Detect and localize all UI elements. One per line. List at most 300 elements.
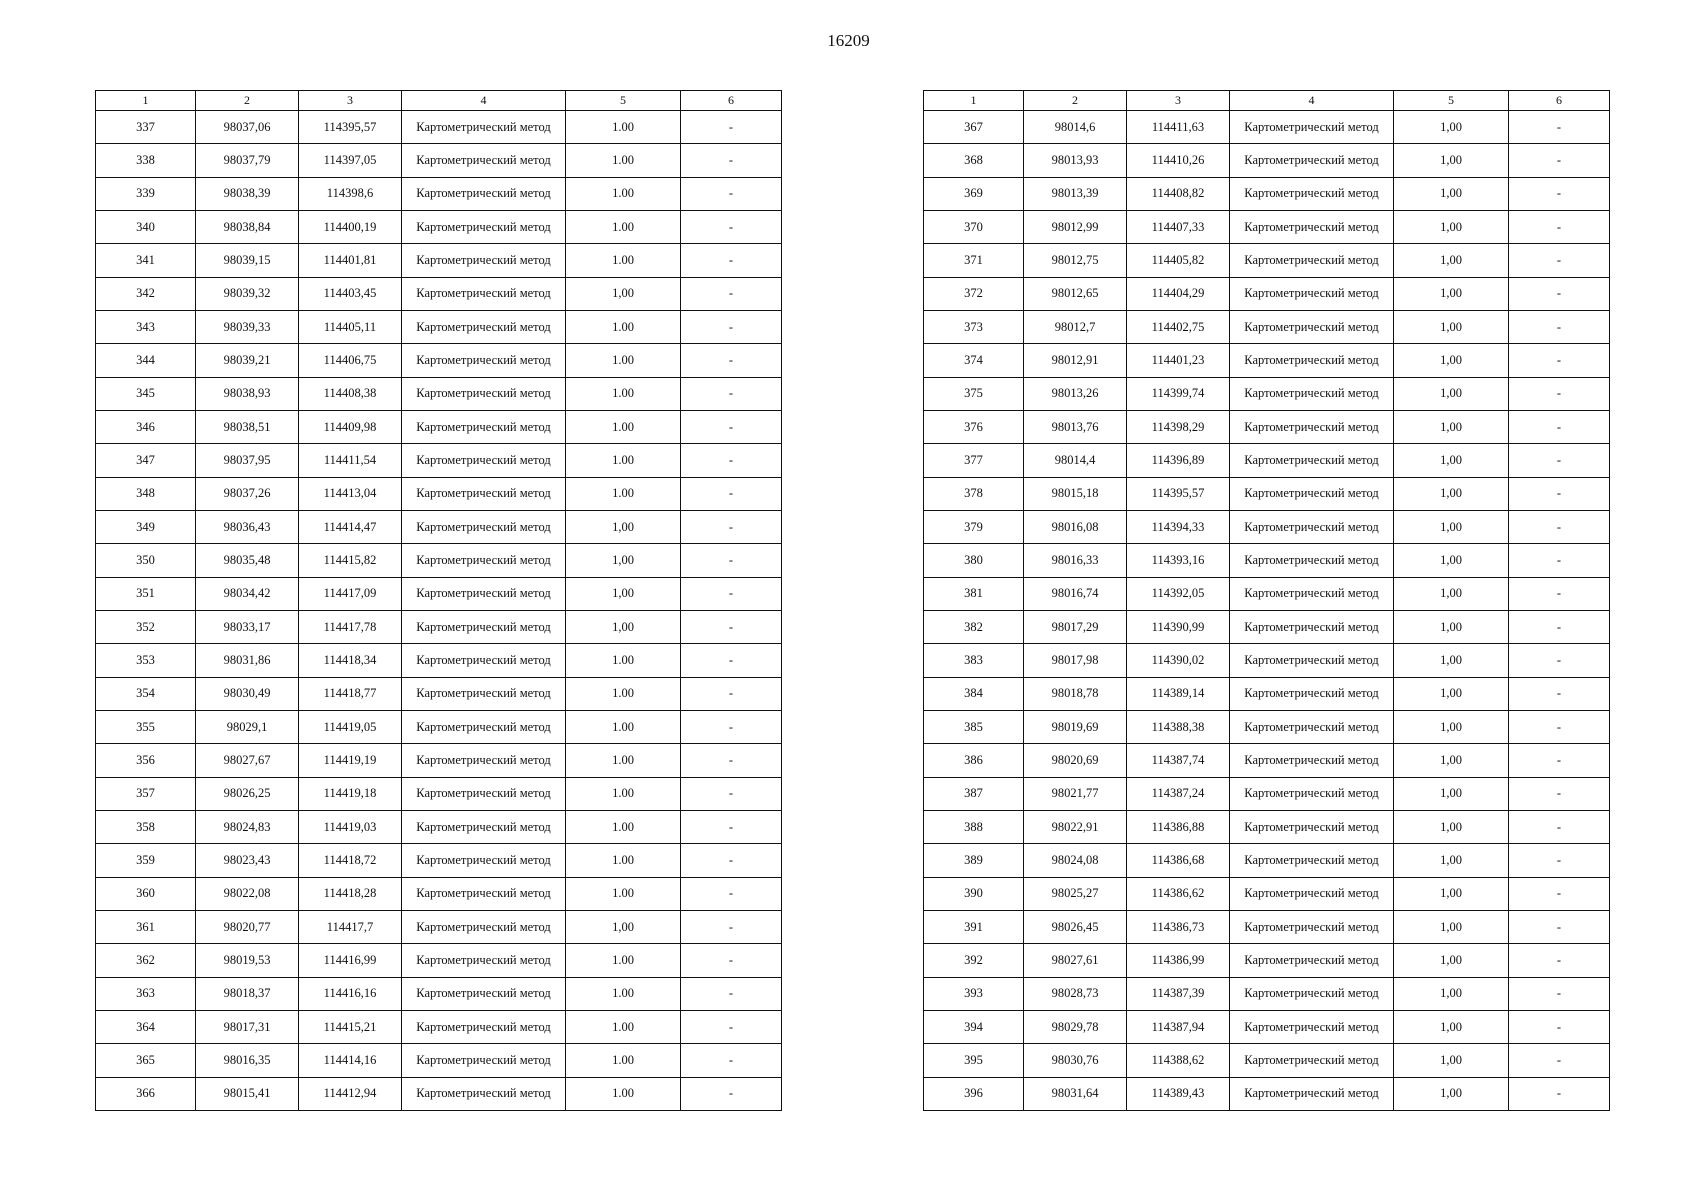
accuracy-cell: 1,00	[1394, 477, 1509, 510]
note-cell: -	[681, 344, 782, 377]
accuracy-cell: 1.00	[566, 144, 681, 177]
accuracy-cell: 1.00	[566, 410, 681, 443]
table-row	[924, 277, 1610, 310]
point-number-cell: 364	[96, 1010, 196, 1043]
note-cell: -	[1509, 1010, 1610, 1043]
column-header: 1	[924, 91, 1024, 111]
column-header: 2	[196, 91, 299, 111]
accuracy-cell: 1,00	[1394, 910, 1509, 943]
accuracy-cell: 1,00	[566, 544, 681, 577]
note-cell: -	[1509, 444, 1610, 477]
y-coordinate-cell: 114397,05	[299, 144, 402, 177]
method-cell: Картометрический метод	[1230, 610, 1394, 643]
point-number-cell: 349	[96, 510, 196, 543]
note-cell: -	[681, 544, 782, 577]
x-coordinate-cell: 98015,41	[196, 1077, 299, 1110]
accuracy-cell: 1.00	[566, 777, 681, 810]
y-coordinate-cell: 114388,38	[1127, 710, 1230, 743]
method-cell: Картометрический метод	[1230, 777, 1394, 810]
x-coordinate-cell: 98027,61	[1024, 944, 1127, 977]
column-header: 1	[96, 91, 196, 111]
method-cell: Картометрический метод	[1230, 677, 1394, 710]
x-coordinate-cell: 98037,79	[196, 144, 299, 177]
point-number-cell: 369	[924, 177, 1024, 210]
point-number-cell: 368	[924, 144, 1024, 177]
x-coordinate-cell: 98014,4	[1024, 444, 1127, 477]
note-cell: -	[681, 111, 782, 144]
accuracy-cell: 1,00	[566, 277, 681, 310]
x-coordinate-cell: 98035,48	[196, 544, 299, 577]
accuracy-cell: 1,00	[1394, 810, 1509, 843]
point-number-cell: 355	[96, 710, 196, 743]
table-row	[96, 277, 782, 310]
table-header-row	[924, 91, 1610, 111]
x-coordinate-cell: 98038,51	[196, 410, 299, 443]
accuracy-cell: 1,00	[1394, 577, 1509, 610]
note-cell: -	[1509, 577, 1610, 610]
table-row	[924, 477, 1610, 510]
note-cell: -	[1509, 244, 1610, 277]
point-number-cell: 389	[924, 844, 1024, 877]
note-cell: -	[1509, 210, 1610, 243]
x-coordinate-cell: 98019,53	[196, 944, 299, 977]
table-row	[96, 177, 782, 210]
y-coordinate-cell: 114414,16	[299, 1044, 402, 1077]
x-coordinate-cell: 98016,74	[1024, 577, 1127, 610]
y-coordinate-cell: 114388,62	[1127, 1044, 1230, 1077]
y-coordinate-cell: 114419,05	[299, 710, 402, 743]
table-header-row	[96, 91, 782, 111]
table-row	[96, 444, 782, 477]
method-cell: Картометрический метод	[402, 144, 566, 177]
accuracy-cell: 1.00	[566, 977, 681, 1010]
note-cell: -	[681, 710, 782, 743]
note-cell: -	[1509, 710, 1610, 743]
method-cell: Картометрический метод	[1230, 844, 1394, 877]
x-coordinate-cell: 98016,35	[196, 1044, 299, 1077]
method-cell: Картометрический метод	[1230, 177, 1394, 210]
point-number-cell: 342	[96, 277, 196, 310]
x-coordinate-cell: 98013,26	[1024, 377, 1127, 410]
point-number-cell: 381	[924, 577, 1024, 610]
column-header: 2	[1024, 91, 1127, 111]
note-cell: -	[1509, 510, 1610, 543]
point-number-cell: 392	[924, 944, 1024, 977]
x-coordinate-cell: 98037,95	[196, 444, 299, 477]
y-coordinate-cell: 114417,78	[299, 610, 402, 643]
accuracy-cell: 1,00	[1394, 510, 1509, 543]
method-cell: Картометрический метод	[402, 277, 566, 310]
x-coordinate-cell: 98026,45	[1024, 910, 1127, 943]
point-number-cell: 396	[924, 1077, 1024, 1110]
table-row	[96, 111, 782, 144]
method-cell: Картометрический метод	[1230, 810, 1394, 843]
x-coordinate-cell: 98022,91	[1024, 810, 1127, 843]
method-cell: Картометрический метод	[402, 644, 566, 677]
method-cell: Картометрический метод	[1230, 510, 1394, 543]
note-cell: -	[1509, 744, 1610, 777]
x-coordinate-cell: 98029,1	[196, 710, 299, 743]
note-cell: -	[681, 677, 782, 710]
note-cell: -	[681, 944, 782, 977]
point-number-cell: 385	[924, 710, 1024, 743]
table-row	[924, 310, 1610, 343]
x-coordinate-cell: 98038,84	[196, 210, 299, 243]
table-row	[924, 244, 1610, 277]
method-cell: Картометрический метод	[402, 1077, 566, 1110]
note-cell: -	[681, 910, 782, 943]
table-row	[96, 577, 782, 610]
table-row	[96, 310, 782, 343]
y-coordinate-cell: 114416,99	[299, 944, 402, 977]
method-cell: Картометрический метод	[402, 410, 566, 443]
accuracy-cell: 1,00	[566, 577, 681, 610]
accuracy-cell: 1.00	[566, 444, 681, 477]
method-cell: Картометрический метод	[1230, 111, 1394, 144]
accuracy-cell: 1.00	[566, 877, 681, 910]
table-row	[924, 410, 1610, 443]
point-number-cell: 387	[924, 777, 1024, 810]
point-number-cell: 352	[96, 610, 196, 643]
method-cell: Картометрический метод	[1230, 577, 1394, 610]
method-cell: Картометрический метод	[402, 910, 566, 943]
method-cell: Картометрический метод	[402, 310, 566, 343]
y-coordinate-cell: 114386,62	[1127, 877, 1230, 910]
x-coordinate-cell: 98038,93	[196, 377, 299, 410]
y-coordinate-cell: 114403,45	[299, 277, 402, 310]
point-number-cell: 383	[924, 644, 1024, 677]
y-coordinate-cell: 114396,89	[1127, 444, 1230, 477]
table-row	[96, 377, 782, 410]
accuracy-cell: 1,00	[1394, 610, 1509, 643]
accuracy-cell: 1,00	[1394, 410, 1509, 443]
y-coordinate-cell: 114393,16	[1127, 544, 1230, 577]
x-coordinate-cell: 98021,77	[1024, 777, 1127, 810]
table-row	[96, 344, 782, 377]
x-coordinate-cell: 98034,42	[196, 577, 299, 610]
note-cell: -	[681, 210, 782, 243]
x-coordinate-cell: 98038,39	[196, 177, 299, 210]
accuracy-cell: 1,00	[1394, 644, 1509, 677]
x-coordinate-cell: 98039,32	[196, 277, 299, 310]
table-row	[924, 1077, 1610, 1110]
table-row	[924, 144, 1610, 177]
note-cell: -	[1509, 111, 1610, 144]
y-coordinate-cell: 114408,82	[1127, 177, 1230, 210]
method-cell: Картометрический метод	[1230, 710, 1394, 743]
column-header: 6	[681, 91, 782, 111]
column-header: 4	[402, 91, 566, 111]
point-number-cell: 373	[924, 310, 1024, 343]
method-cell: Картометрический метод	[402, 1010, 566, 1043]
point-number-cell: 347	[96, 444, 196, 477]
note-cell: -	[681, 877, 782, 910]
x-coordinate-cell: 98022,08	[196, 877, 299, 910]
y-coordinate-cell: 114387,24	[1127, 777, 1230, 810]
note-cell: -	[1509, 977, 1610, 1010]
y-coordinate-cell: 114412,94	[299, 1077, 402, 1110]
point-number-cell: 390	[924, 877, 1024, 910]
coordinates-table-right	[923, 90, 1610, 1111]
accuracy-cell: 1.00	[566, 810, 681, 843]
column-header: 4	[1230, 91, 1394, 111]
y-coordinate-cell: 114387,74	[1127, 744, 1230, 777]
note-cell: -	[681, 144, 782, 177]
accuracy-cell: 1.00	[566, 344, 681, 377]
point-number-cell: 344	[96, 344, 196, 377]
point-number-cell: 337	[96, 111, 196, 144]
table-row	[924, 844, 1610, 877]
y-coordinate-cell: 114398,6	[299, 177, 402, 210]
table-row	[96, 510, 782, 543]
method-cell: Картометрический метод	[402, 810, 566, 843]
method-cell: Картометрический метод	[402, 210, 566, 243]
table-row	[96, 210, 782, 243]
accuracy-cell: 1,00	[566, 510, 681, 543]
method-cell: Картометрический метод	[1230, 244, 1394, 277]
note-cell: -	[681, 844, 782, 877]
note-cell: -	[1509, 644, 1610, 677]
point-number-cell: 391	[924, 910, 1024, 943]
accuracy-cell: 1,00	[1394, 177, 1509, 210]
method-cell: Картометрический метод	[1230, 277, 1394, 310]
x-coordinate-cell: 98036,43	[196, 510, 299, 543]
accuracy-cell: 1.00	[566, 377, 681, 410]
point-number-cell: 379	[924, 510, 1024, 543]
coordinates-table-left	[95, 90, 782, 1111]
accuracy-cell: 1,00	[1394, 1010, 1509, 1043]
accuracy-cell: 1.00	[566, 310, 681, 343]
method-cell: Картометрический метод	[1230, 644, 1394, 677]
method-cell: Картометрический метод	[402, 944, 566, 977]
accuracy-cell: 1,00	[1394, 544, 1509, 577]
accuracy-cell: 1.00	[566, 710, 681, 743]
x-coordinate-cell: 98017,29	[1024, 610, 1127, 643]
y-coordinate-cell: 114386,99	[1127, 944, 1230, 977]
column-header: 3	[1127, 91, 1230, 111]
y-coordinate-cell: 114399,74	[1127, 377, 1230, 410]
table-row	[96, 1077, 782, 1110]
accuracy-cell: 1,00	[1394, 210, 1509, 243]
x-coordinate-cell: 98026,25	[196, 777, 299, 810]
x-coordinate-cell: 98012,7	[1024, 310, 1127, 343]
accuracy-cell: 1,00	[1394, 710, 1509, 743]
accuracy-cell: 1,00	[566, 610, 681, 643]
method-cell: Картометрический метод	[1230, 410, 1394, 443]
point-number-cell: 394	[924, 1010, 1024, 1043]
point-number-cell: 341	[96, 244, 196, 277]
accuracy-cell: 1,00	[1394, 877, 1509, 910]
y-coordinate-cell: 114390,02	[1127, 644, 1230, 677]
accuracy-cell: 1,00	[1394, 244, 1509, 277]
x-coordinate-cell: 98013,76	[1024, 410, 1127, 443]
y-coordinate-cell: 114395,57	[1127, 477, 1230, 510]
y-coordinate-cell: 114410,26	[1127, 144, 1230, 177]
method-cell: Картометрический метод	[1230, 1044, 1394, 1077]
y-coordinate-cell: 114404,29	[1127, 277, 1230, 310]
page-number: 16209	[827, 31, 870, 50]
table-row	[96, 544, 782, 577]
y-coordinate-cell: 114416,16	[299, 977, 402, 1010]
note-cell: -	[1509, 410, 1610, 443]
y-coordinate-cell: 114395,57	[299, 111, 402, 144]
table-row	[924, 377, 1610, 410]
y-coordinate-cell: 114419,03	[299, 810, 402, 843]
method-cell: Картометрический метод	[1230, 444, 1394, 477]
table-row	[96, 810, 782, 843]
note-cell: -	[681, 477, 782, 510]
x-coordinate-cell: 98025,27	[1024, 877, 1127, 910]
accuracy-cell: 1,00	[1394, 677, 1509, 710]
table-row	[924, 944, 1610, 977]
note-cell: -	[1509, 144, 1610, 177]
y-coordinate-cell: 114417,7	[299, 910, 402, 943]
method-cell: Картометрический метод	[402, 610, 566, 643]
method-cell: Картометрический метод	[402, 977, 566, 1010]
point-number-cell: 365	[96, 1044, 196, 1077]
note-cell: -	[1509, 844, 1610, 877]
table-row	[924, 111, 1610, 144]
method-cell: Картометрический метод	[402, 1044, 566, 1077]
x-coordinate-cell: 98039,15	[196, 244, 299, 277]
table-row	[96, 244, 782, 277]
table-row	[924, 1010, 1610, 1043]
note-cell: -	[681, 444, 782, 477]
table-row	[924, 810, 1610, 843]
x-coordinate-cell: 98013,39	[1024, 177, 1127, 210]
x-coordinate-cell: 98037,26	[196, 477, 299, 510]
table-row	[924, 210, 1610, 243]
method-cell: Картометрический метод	[402, 577, 566, 610]
y-coordinate-cell: 114406,75	[299, 344, 402, 377]
point-number-cell: 353	[96, 644, 196, 677]
note-cell: -	[681, 310, 782, 343]
note-cell: -	[681, 410, 782, 443]
x-coordinate-cell: 98030,49	[196, 677, 299, 710]
y-coordinate-cell: 114417,09	[299, 577, 402, 610]
method-cell: Картометрический метод	[402, 177, 566, 210]
x-coordinate-cell: 98031,64	[1024, 1077, 1127, 1110]
x-coordinate-cell: 98020,69	[1024, 744, 1127, 777]
note-cell: -	[1509, 810, 1610, 843]
point-number-cell: 371	[924, 244, 1024, 277]
note-cell: -	[681, 377, 782, 410]
note-cell: -	[681, 510, 782, 543]
x-coordinate-cell: 98015,18	[1024, 477, 1127, 510]
point-number-cell: 372	[924, 277, 1024, 310]
y-coordinate-cell: 114418,77	[299, 677, 402, 710]
note-cell: -	[681, 810, 782, 843]
note-cell: -	[1509, 310, 1610, 343]
accuracy-cell: 1,00	[1394, 144, 1509, 177]
y-coordinate-cell: 114405,11	[299, 310, 402, 343]
point-number-cell: 338	[96, 144, 196, 177]
point-number-cell: 362	[96, 944, 196, 977]
method-cell: Картометрический метод	[1230, 1010, 1394, 1043]
table-row	[924, 344, 1610, 377]
point-number-cell: 393	[924, 977, 1024, 1010]
note-cell: -	[681, 177, 782, 210]
x-coordinate-cell: 98037,06	[196, 111, 299, 144]
method-cell: Картометрический метод	[402, 777, 566, 810]
x-coordinate-cell: 98028,73	[1024, 977, 1127, 1010]
note-cell: -	[681, 1044, 782, 1077]
x-coordinate-cell: 98012,91	[1024, 344, 1127, 377]
note-cell: -	[1509, 177, 1610, 210]
accuracy-cell: 1.00	[566, 1044, 681, 1077]
y-coordinate-cell: 114415,21	[299, 1010, 402, 1043]
note-cell: -	[1509, 877, 1610, 910]
method-cell: Картометрический метод	[402, 477, 566, 510]
point-number-cell: 358	[96, 810, 196, 843]
table-row	[96, 777, 782, 810]
x-coordinate-cell: 98012,75	[1024, 244, 1127, 277]
accuracy-cell: 1,00	[1394, 744, 1509, 777]
point-number-cell: 382	[924, 610, 1024, 643]
y-coordinate-cell: 114401,23	[1127, 344, 1230, 377]
x-coordinate-cell: 98027,67	[196, 744, 299, 777]
x-coordinate-cell: 98012,65	[1024, 277, 1127, 310]
method-cell: Картометрический метод	[1230, 744, 1394, 777]
point-number-cell: 356	[96, 744, 196, 777]
point-number-cell: 339	[96, 177, 196, 210]
method-cell: Картометрический метод	[402, 677, 566, 710]
y-coordinate-cell: 114408,38	[299, 377, 402, 410]
y-coordinate-cell: 114398,29	[1127, 410, 1230, 443]
y-coordinate-cell: 114390,99	[1127, 610, 1230, 643]
accuracy-cell: 1,00	[1394, 344, 1509, 377]
accuracy-cell: 1.00	[566, 644, 681, 677]
accuracy-cell: 1.00	[566, 477, 681, 510]
point-number-cell: 359	[96, 844, 196, 877]
note-cell: -	[1509, 277, 1610, 310]
table-row	[96, 710, 782, 743]
method-cell: Картометрический метод	[402, 877, 566, 910]
accuracy-cell: 1,00	[1394, 944, 1509, 977]
table-row	[924, 177, 1610, 210]
note-cell: -	[681, 977, 782, 1010]
accuracy-cell: 1.00	[566, 210, 681, 243]
x-coordinate-cell: 98039,21	[196, 344, 299, 377]
accuracy-cell: 1,00	[1394, 1044, 1509, 1077]
x-coordinate-cell: 98033,17	[196, 610, 299, 643]
column-header: 5	[566, 91, 681, 111]
point-number-cell: 375	[924, 377, 1024, 410]
y-coordinate-cell: 114418,72	[299, 844, 402, 877]
method-cell: Картометрический метод	[402, 510, 566, 543]
method-cell: Картометрический метод	[1230, 344, 1394, 377]
accuracy-cell: 1,00	[1394, 977, 1509, 1010]
column-header: 5	[1394, 91, 1509, 111]
note-cell: -	[1509, 910, 1610, 943]
table-row	[924, 877, 1610, 910]
y-coordinate-cell: 114389,43	[1127, 1077, 1230, 1110]
accuracy-cell: 1,00	[1394, 777, 1509, 810]
y-coordinate-cell: 114389,14	[1127, 677, 1230, 710]
note-cell: -	[1509, 1077, 1610, 1110]
x-coordinate-cell: 98017,31	[196, 1010, 299, 1043]
table-row	[96, 977, 782, 1010]
point-number-cell: 376	[924, 410, 1024, 443]
y-coordinate-cell: 114387,39	[1127, 977, 1230, 1010]
point-number-cell: 388	[924, 810, 1024, 843]
point-number-cell: 354	[96, 677, 196, 710]
method-cell: Картометрический метод	[1230, 377, 1394, 410]
point-number-cell: 350	[96, 544, 196, 577]
note-cell: -	[681, 244, 782, 277]
table-row	[924, 710, 1610, 743]
table-row	[924, 510, 1610, 543]
